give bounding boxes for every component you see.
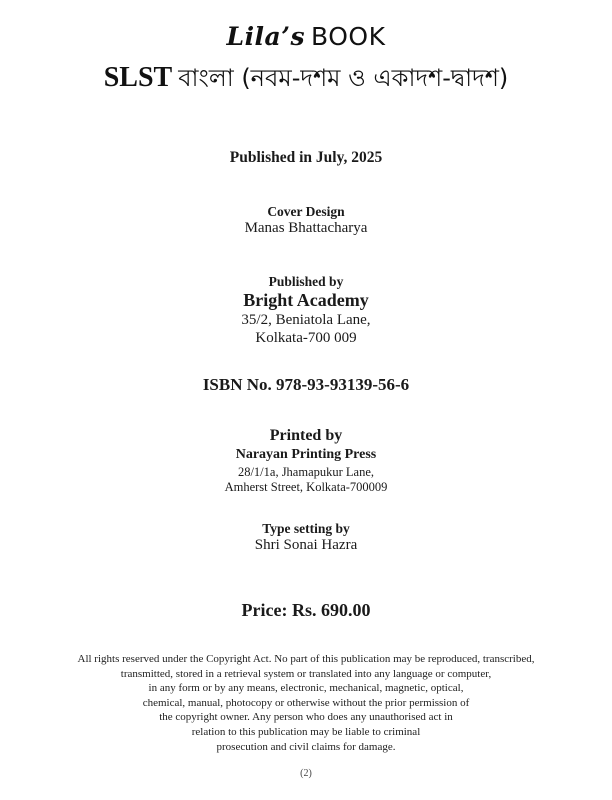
copyright-notice — [0, 652, 612, 754]
typesetter-name: Shri Sonai Hazra — [254, 537, 358, 553]
printer-address-line: 28/1/1a, Jhamapukur Lane, — [237, 465, 375, 479]
page-number: (2) — [300, 768, 312, 779]
brand-script-text: Lila’s — [226, 22, 306, 51]
book-title-bangla: বাংলা (নবম-দশম ও একাদশ-দ্বাদশ) — [178, 64, 509, 92]
copyright-notice-line: chemical, manual, photocopy or otherwise without the prior permission of — [142, 696, 470, 709]
publisher-name: Bright Academy — [243, 290, 369, 310]
book-title-latin: SLST — [103, 62, 173, 93]
publisher-address-line: 35/2, Beniatola Lane, — [241, 312, 371, 328]
copyright-notice-line: the copyright owner. Any person who does any unauthorised act in — [159, 711, 453, 724]
book-price: Price: Rs. 690.00 — [241, 600, 371, 620]
copyright-notice-line: transmitted, stored in a retrieval system or translated into any language or computer, — [120, 667, 492, 680]
typesetting-label: Type setting by — [262, 521, 350, 536]
cover-designer-name: Manas Bhattacharya — [244, 220, 368, 236]
published-by-label: Published by — [268, 274, 344, 289]
publisher-brand — [0, 20, 612, 53]
copyright-notice-line: prosecution and civil claims for damage. — [216, 740, 396, 753]
book-title — [0, 60, 612, 95]
copyright-notice-line: All rights reserved under the Copyright Act. No part of this publication may be reproduced, transcribed, — [77, 653, 535, 665]
publisher-address-line: Kolkata-700 009 — [255, 330, 357, 346]
brand-book-text: BOOK — [311, 22, 386, 51]
printed-by-label: Printed by — [269, 427, 343, 444]
publication-date: Published in July, 2025 — [229, 149, 383, 166]
printer-address-line: Amherst Street, Kolkata-700009 — [224, 480, 388, 494]
isbn-number: ISBN No. 978-93-93139-56-6 — [202, 375, 410, 394]
copyright-notice-line: relation to this publication may be liable to criminal — [191, 725, 421, 738]
copyright-notice-line: in any form or by any means, electronic, mechanical, magnetic, optical, — [148, 682, 464, 695]
cover-design-label: Cover Design — [267, 204, 345, 219]
printer-name: Narayan Printing Press — [235, 447, 377, 462]
